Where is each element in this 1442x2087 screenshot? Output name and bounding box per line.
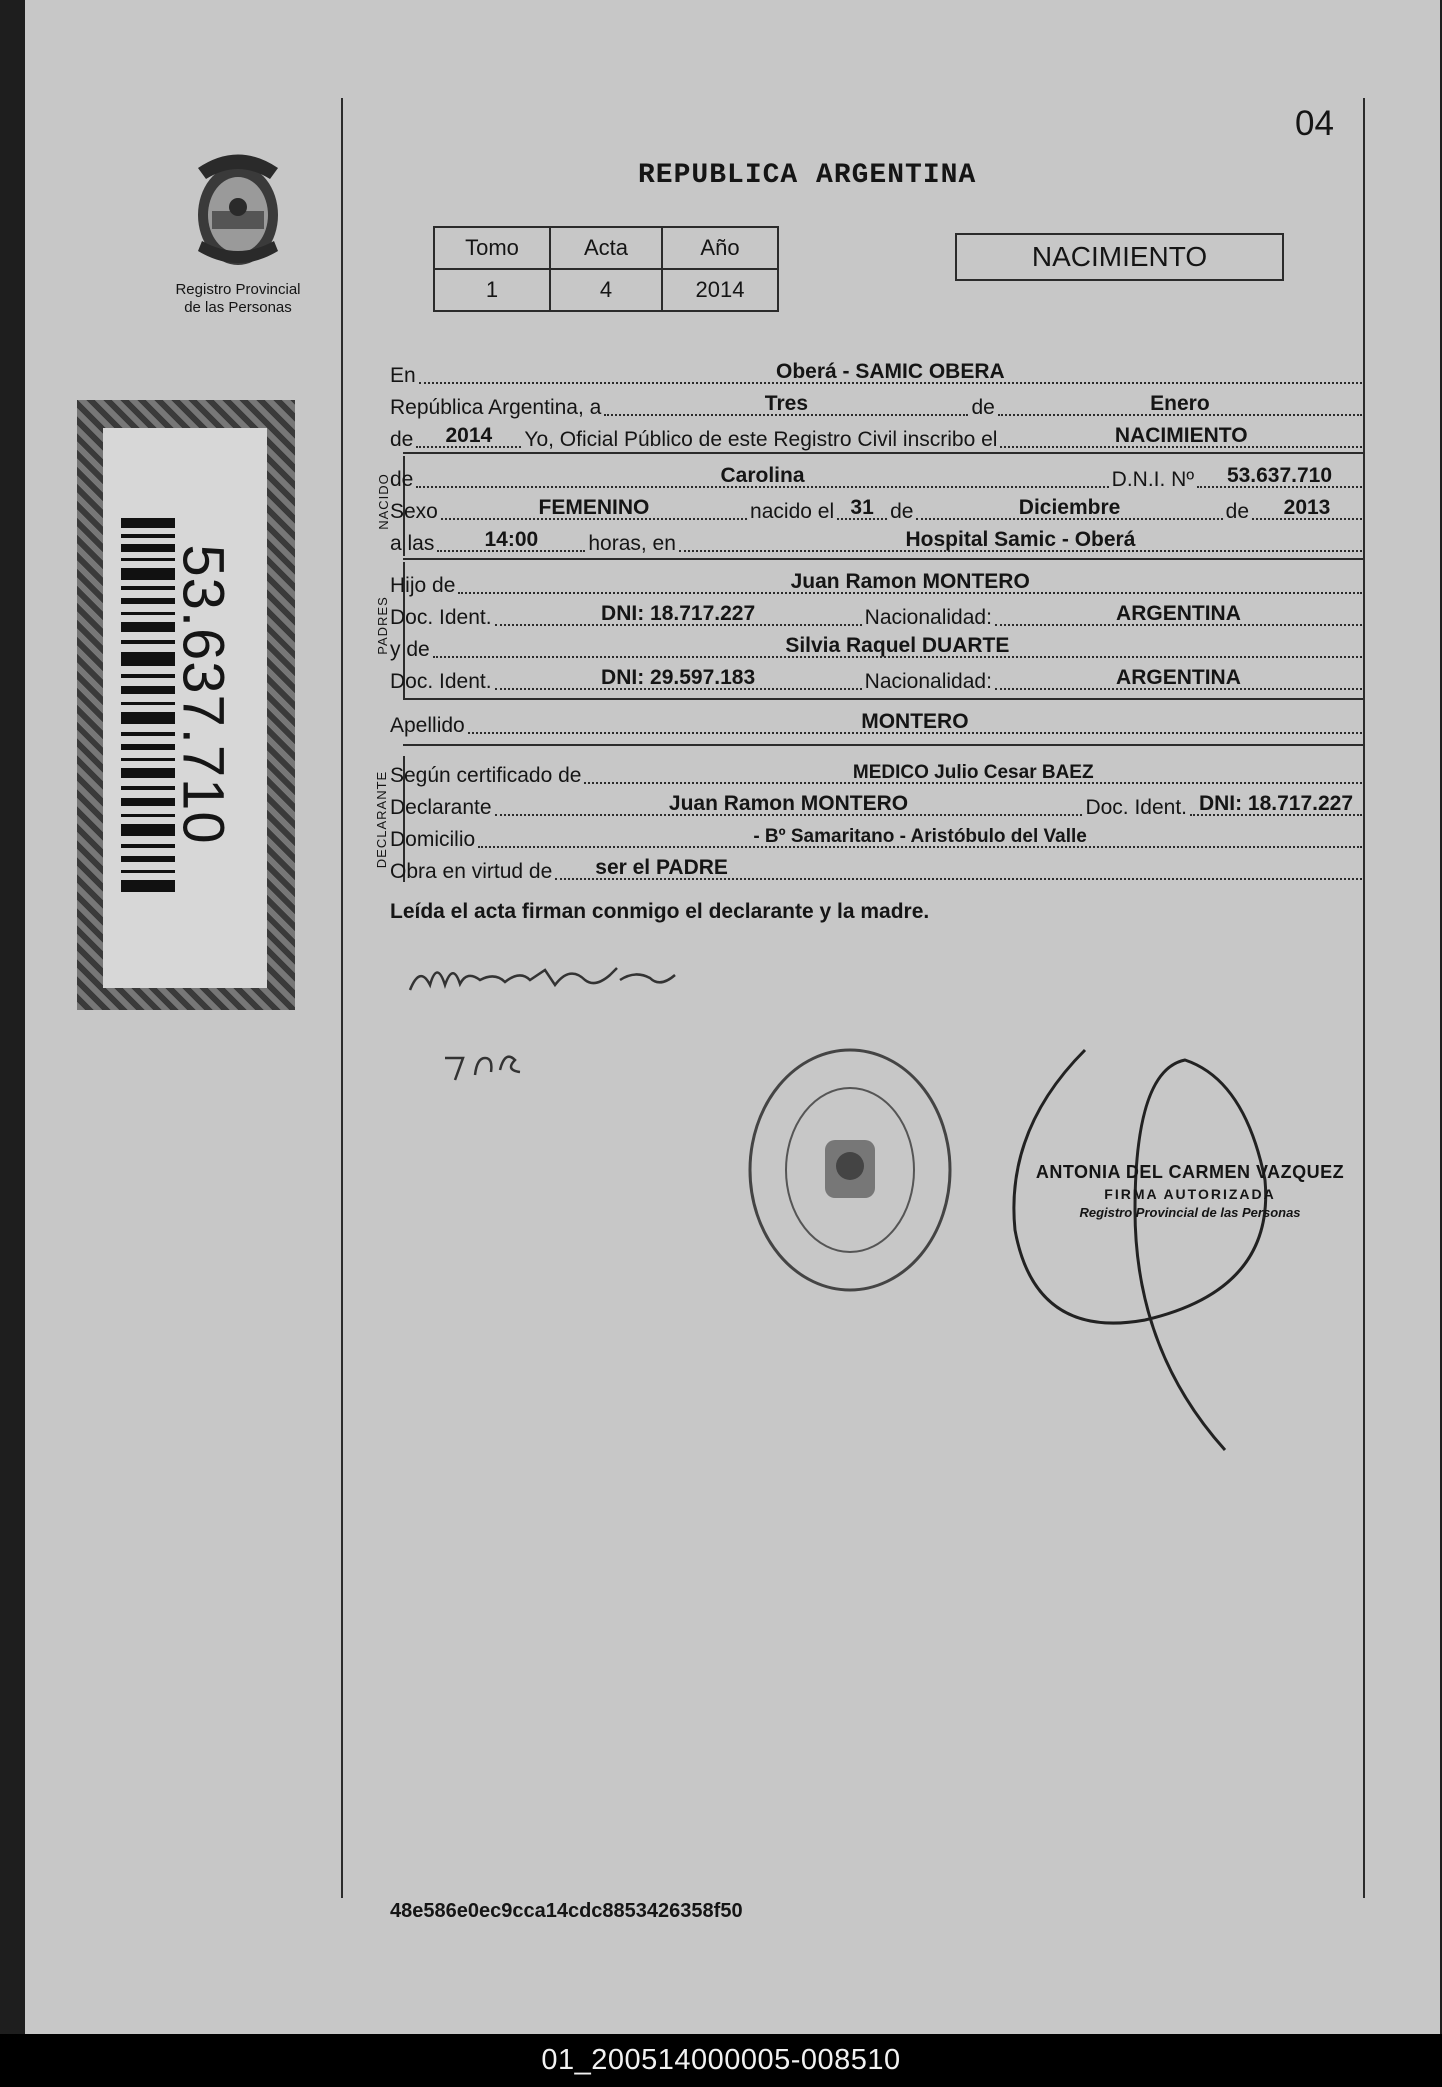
tomo-header: Tomo xyxy=(434,227,550,269)
apellido-value: MONTERO xyxy=(861,710,969,733)
decl-value: Juan Ramon MONTERO xyxy=(668,792,909,815)
de2-label: de xyxy=(390,428,414,451)
document-hash: 48e586e0ec9cca14cdc8853426358f50 xyxy=(390,1900,743,1922)
record-table-value-row xyxy=(434,269,778,311)
registry-line-1: Registro Provincial xyxy=(175,281,301,298)
en-value: Oberá - SAMIC OBERA xyxy=(775,360,1005,383)
anio-header: Año xyxy=(662,227,778,269)
child-dni-value: 53.637.710 xyxy=(1226,464,1333,487)
declarante-section-label: DECLARANTE xyxy=(374,770,390,869)
divider-2 xyxy=(403,558,1363,560)
obra-label: Obra en virtud de xyxy=(390,860,553,883)
padres-section-label: PADRES xyxy=(374,596,390,655)
record-table-header-row xyxy=(434,227,778,269)
row-hijo-de xyxy=(390,568,1365,598)
decl-doc-value: DNI: 18.717.227 xyxy=(1198,792,1354,815)
de-label: de xyxy=(971,396,995,419)
nacido-el-label: nacido el xyxy=(750,500,835,523)
sexo-value: FEMENINO xyxy=(538,496,650,519)
row-declarante xyxy=(390,790,1365,820)
divider-3 xyxy=(403,698,1363,700)
barcode-number: 53.637.710 xyxy=(170,544,236,845)
row-domicilio xyxy=(390,822,1365,852)
barcode-panel xyxy=(77,400,295,1010)
nacido-de3-label: de xyxy=(1225,500,1249,523)
row-en xyxy=(390,358,1365,388)
stamp-registry: Registro Provincial de las Personas xyxy=(1079,1205,1301,1220)
divider-1 xyxy=(403,452,1363,454)
child-name-value: Carolina xyxy=(720,464,805,487)
cert-value: MEDICO Julio Cesar BAEZ xyxy=(852,762,1094,783)
stamp-title: FIRMA AUTORIZADA xyxy=(1104,1186,1276,1202)
acta-header: Acta xyxy=(550,227,662,269)
republica-label: República Argentina, a xyxy=(390,396,602,419)
row-mother-doc xyxy=(390,664,1365,694)
registry-line-2: de las Personas xyxy=(184,299,292,316)
mother-doc-value: DNI: 29.597.183 xyxy=(601,666,756,689)
row-father-doc xyxy=(390,600,1365,630)
nacido-de2-label: de xyxy=(890,500,914,523)
birth-year-value: 2013 xyxy=(1283,496,1331,519)
nacido-de-label: de xyxy=(390,468,414,491)
stamp-name: ANTONIA DEL CARMEN VAZQUEZ xyxy=(1035,1162,1345,1182)
birth-month-value: Diciembre xyxy=(1018,496,1121,519)
barcode-icon xyxy=(121,518,175,898)
father-doc-label: Doc. Ident. xyxy=(390,606,492,629)
decl-label: Declarante xyxy=(390,796,492,819)
sexo-label: Sexo xyxy=(390,500,438,523)
father-nac-label: Nacionalidad: xyxy=(864,606,992,629)
row-nacido-sexo xyxy=(390,494,1365,524)
dom-label: Domicilio xyxy=(390,828,476,851)
seal-inner-text xyxy=(775,1150,782,1151)
row-y-de xyxy=(390,632,1365,662)
registry-name xyxy=(150,281,326,317)
seal-ring-text xyxy=(775,1140,785,1144)
row-year xyxy=(390,422,1365,452)
y-de-label: y de xyxy=(390,638,430,661)
row-obra xyxy=(390,854,1365,884)
obra-value: ser el PADRE xyxy=(595,856,728,879)
apellido-label: Apellido xyxy=(390,714,465,737)
day-value: Tres xyxy=(764,392,808,415)
en-label: En xyxy=(390,364,416,387)
father-doc-value: DNI: 18.717.227 xyxy=(601,602,756,625)
row-nacido-hora xyxy=(390,526,1365,556)
official-signature-icon xyxy=(985,1010,1365,1470)
nacido-section-label: NACIDO xyxy=(375,473,391,530)
father-name-value: Juan Ramon MONTERO xyxy=(790,570,1030,593)
mother-name-value: Silvia Raquel DUARTE xyxy=(785,634,1010,657)
declarant-signature-icon xyxy=(405,950,765,1100)
birth-place-value: Hospital Samic - Oberá xyxy=(905,528,1136,551)
row-apellido xyxy=(390,708,1365,738)
page-number: 04 xyxy=(1295,104,1334,143)
year-value: 2014 xyxy=(445,424,493,447)
closing-statement: Leída el acta firman conmigo el declarante y la madre. xyxy=(390,900,930,923)
registry-seal-icon xyxy=(725,1040,975,1300)
birth-day-value: 31 xyxy=(850,496,874,519)
footer-id-bar: 01_200514000005-008510 xyxy=(0,2034,1442,2087)
father-nac-value: ARGENTINA xyxy=(1116,602,1241,625)
alas-label: a las xyxy=(390,532,435,555)
signature-stamp xyxy=(1030,1162,1350,1220)
barcode-label xyxy=(103,428,267,988)
row-certificado xyxy=(390,758,1365,788)
row-date xyxy=(390,390,1365,420)
birth-certificate-page xyxy=(25,0,1440,2034)
mother-doc-label: Doc. Ident. xyxy=(390,670,492,693)
tomo-value: 1 xyxy=(434,269,550,311)
anio-value: 2014 xyxy=(662,269,778,311)
oficial-text: Yo, Oficial Público de este Registro Civil inscribo el xyxy=(524,428,998,451)
inscribe-value: NACIMIENTO xyxy=(1114,424,1248,447)
mother-nac-label: Nacionalidad: xyxy=(864,670,992,693)
hijo-de-label: Hijo de xyxy=(390,574,456,597)
mother-nac-value: ARGENTINA xyxy=(1116,666,1241,689)
horas-en-label: horas, en xyxy=(588,532,676,555)
dni-label: D.N.I. Nº xyxy=(1111,468,1194,491)
acta-value: 4 xyxy=(550,269,662,311)
dom-value: - Bº Samaritano - Aristóbulo del Valle xyxy=(753,826,1087,847)
record-type-box: NACIMIENTO xyxy=(955,233,1284,281)
misiones-emblem-icon xyxy=(178,143,298,278)
record-table xyxy=(433,226,779,312)
row-nacido-name xyxy=(390,462,1365,492)
month-value: Enero xyxy=(1150,392,1210,415)
birth-hour-value: 14:00 xyxy=(484,528,539,551)
country-title: REPUBLICA ARGENTINA xyxy=(638,160,977,191)
divider-4 xyxy=(403,744,1363,746)
cert-label: Según certificado de xyxy=(390,764,582,787)
left-margin-line xyxy=(341,98,343,1898)
decl-doc-label: Doc. Ident. xyxy=(1085,796,1187,819)
